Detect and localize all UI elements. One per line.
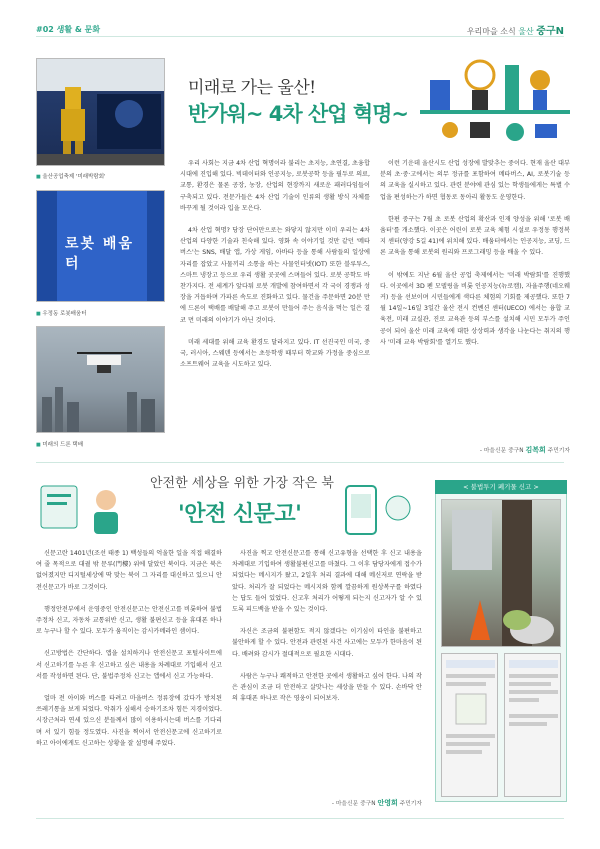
section-label: #02 생활 & 문화 [36, 25, 101, 34]
photo-drone-delivery [36, 326, 165, 433]
brand-logo [467, 22, 564, 37]
robot-expo-illustration [37, 59, 165, 166]
sidebar-title: < 불법투기 폐기물 신고 > [435, 480, 567, 494]
article2-col2-paragraph: 사진을 찍고 안전신문고를 통해 신고유형을 선택한 후 신고 내용을 차례대로 기입하여 생활불편신고를 마쳤다. 그 이후 담당자에게 접수가 되었다는 메시지가 왔고, 2일후 처리 결과에 대해 메신저로 연락을 받았다. 처리가 잘 되었다는 메시지와 함께 깔끔하게 원상복구를 하였다는 답도 들어 있었다. 신고후 처리가 어떻게 되는지 신고자가 알 수 있도록 피드백을 받을 수 있는 것이다. [232, 550, 422, 614]
article1-col1-paragraph: 미래 세대를 위해 교육 환경도 달라지고 있다. IT 선진국인 미국, 중국, 러시아, 스웨덴 등에서는 초등학생 때부터 학교와 가정을 중심으로 소프트웨어 교육을 시도하고 있다. [180, 338, 370, 369]
article1-col2-paragraph: 이런 기운데 울산시도 산업 성장에 발맞추는 중이다. 현재 울산 대부분의 초·중·고에서는 의무 정규를 포함하여 메타버스, AI, 로봇기술 등의 교육을 실시하고 있다. 관련 분야에 관심 있는 학생들에게는 특별 수업을 편성하는가 하면 협동로 동아리 활동도 운영한다. [380, 160, 570, 201]
article1-title: 반가워~ 4차 산업 혁명~ [188, 102, 409, 126]
report-screen-illustration-2 [505, 654, 561, 797]
article2-title: '안전 신문고' [178, 501, 302, 527]
article1-column-1 [180, 158, 370, 381]
article2-column-1 [36, 548, 222, 760]
reporting-icons-graphic [36, 478, 136, 536]
caption-robot-classroom: ■ 우정동 로봇배움터 [36, 309, 87, 317]
industry-illustration [420, 50, 570, 150]
article2-signature-suffix: 주민기자 [399, 801, 422, 807]
photo-robot-expo [36, 58, 165, 166]
article1-col1-paragraph: 4차 산업 혁명? 당장 단어만으로는 와닿지 않지만 이미 우리는 4차 산업의 다양한 기술과 친숙해 있다. 영화 속 이야기일 것만 같던 '메타버스'는 SNS, 배달 앱, 가상 게임, 아바타 등을 통해 사람들의 일상에 자리를 잡았고 사물끼리 소통을 하는 사물인터넷(IOT) 또한 블루투스, 스마트 냉장고 등으로 우리 생활 곳곳에 스며들어 있다. 로봇 공학도 바 찬가지다. 전 세계가 앞다퉈 로봇 개발에 참여하면서 각 국이 경쟁과 성장을 거듭하며 가파른 속도로 진화하고 있다. 물건을 주문하면 20분 만에 드론이 택배를 배달해 주고 로봇이 만들어 주는 음식을 먹는 일은 결코 먼 미래의 이야기가 아닌 것이다. [180, 227, 370, 324]
article1-signature-suffix: 주민기자 [547, 448, 570, 454]
article2-signature [232, 798, 422, 808]
article1-col2-paragraph: 이 밖에도 지난 6월 울산 공업 축제에서는 '미래 박람회'를 진행했다. 이곳에서 3D 펜 모델링을 비롯 인공지능(뉴로캠), 자율주행(네오웨커) 등을 선보이며 시민들에게 색다른 체험의 기회를 제공했다. 또한 7월 14일~16일 3일간 울산 전시 컨벤션 센터(UECO) 에서는 융합 교육전, 미래 교실관, 진로 교육관 등의 부스를 설치해 시민 모두가 주인공이 되어 울산 미래 교육에 대한 상상력과 생각을 나눈다는 취지의 행사 '미래 교육 박람회'를 열기도 했다. [380, 271, 570, 346]
phone-icons-graphic [340, 482, 420, 538]
article2-column-2 [232, 548, 422, 715]
header-divider [36, 36, 564, 37]
illegal-dumping-illustration [442, 500, 561, 647]
article2-subtitle: 안전한 세상을 위한 가장 작은 북 [150, 476, 334, 491]
article1-author: 김복희 [525, 446, 546, 454]
photo-report-screen-1 [441, 653, 498, 797]
article2-signature-prefix: - 마을신문 중구N [331, 801, 376, 807]
industry-icons-graphic [420, 50, 570, 150]
section-divider [36, 462, 564, 463]
photo-illegal-dumping [441, 499, 561, 647]
article2-col2-paragraph: 자신은 조금의 불편함도 적지 않겠다는 이기심이 타인을 불편하고 불안하게 할 수 있다. 안전과 관련된 사건 사고에는 모두가 한마음이 된다. 배려와 감시가 절대적으로 필요한 시대다. [232, 628, 422, 658]
classroom-sign-text: 로봇 배움터 [65, 236, 134, 272]
article1-subtitle: 미래로 가는 울산! [188, 78, 316, 98]
brand-small: 우리마을 소식 [466, 27, 516, 36]
article1-col1-paragraph: 우리 사회는 지금 4차 산업 혁명이라 불리는 초지능, 초연결, 초융합 시대에 진입해 있다. 빅데이터와 인공지능, 로봇공학 등을 필두로 의료, 교통, 환경은 물론 공장, 농장, 산업의 현장까지 새로운 패러다임들이 구축되고 있다. 전문가들은 4차 산업 기술이 인류의 생활 방식 자체를 바꾸게 될 것이라 입을 모은다. [180, 160, 370, 212]
photo-report-screen-2 [504, 653, 561, 797]
article1-signature [380, 445, 570, 455]
article1-col2-paragraph: 한편 중구는 7월 초 로봇 산업의 확산과 인재 양성을 위해 '로봇 배움터'를 개소했다. 이곳은 어린이 로봇 교육 체험 시설로 우정동 행정복지 센터(양강 5길 41)에 위치해 있다. 배움터에서는 인공지능, 코딩, 드론 교육을 통해 로봇의 원리와 프로그래밍 등을 배울 수 있다. [380, 215, 570, 257]
drone-illustration [37, 327, 165, 433]
photo-robot-classroom [36, 190, 165, 302]
report-screen-illustration-1 [442, 654, 498, 797]
article2-col2-paragraph: 사람은 누구나 쾌적하고 안전한 곳에서 생활하고 싶어 한다. 나의 작은 관심이 조금 더 안전하고 살맛나는 세상을 만들 수 있다. 손바닥 안의 휴대폰 하나로 작은 영웅이 되어보자. [232, 672, 422, 703]
brand-city: 울산 [518, 27, 534, 36]
article1-signature-prefix: - 마을신문 중구N [479, 448, 524, 454]
phone-illustration [340, 482, 420, 538]
article2-col1-paragraph: 신문고란 1401년(조선 태종 1) 백성들의 억울한 일을 직접 해결하여 줄 목적으로 대궐 밖 문루(門樓) 위에 달았던 북이다. 지금은 북은 없어졌지만 디지털세상에 딱 맞는 북이 그 자리를 대신하고 있으니 안전신문고가 바로 그것이다. [36, 550, 222, 591]
article2-col1-paragraph: 신고방법은 간단하다. 앱을 설치하거나 안전신문고 포털사이트에서 신고하기를 누른 후 신고하고 싶은 내용을 차례대로 기입해서 신고서를 작성하면 된다. 단, 불법주정차 신고는 앱에서 신고 가능하다. [36, 650, 222, 680]
article1-column-2 [380, 158, 570, 359]
caption-drone-delivery: ■ 미래의 드론 택배 [36, 440, 83, 448]
footer-divider [36, 818, 564, 819]
caption-robot-expo: ■ 울산공업축제 '미래박람회' [36, 172, 106, 180]
reporting-illustration [36, 478, 136, 536]
brand-name: 중구N [536, 26, 564, 37]
article2-col1-paragraph: 얼마 전 아이와 버스를 타려고 마을버스 정류장에 갔다가 방치된 쓰레기통을 보게 되었다. 악취가 심해서 승하기조차 힘든 지경이었다. 시장근처라 연세 있으신 분들께서 많이 이용하시는데 버스를 기다리며 서 있기 힘들 정도였다. 사진을 찍어서 안전신문고에 신고하기로 하고 아이에게도 신고하는 상황을 잘 설명해 주었다. [36, 695, 222, 747]
article2-col1-paragraph: 행정안전부에서 운영중인 안전신문고는 안전신고를 비롯하여 불법 주정차 신고, 자동차 교통위반 신고, 생활 불편신고 등을 휴대폰 하나로 누구나 할 수 있다. 모두가 움직이는 감시카메라인 셈이다. [36, 605, 222, 636]
article2-author: 안영희 [377, 799, 398, 807]
